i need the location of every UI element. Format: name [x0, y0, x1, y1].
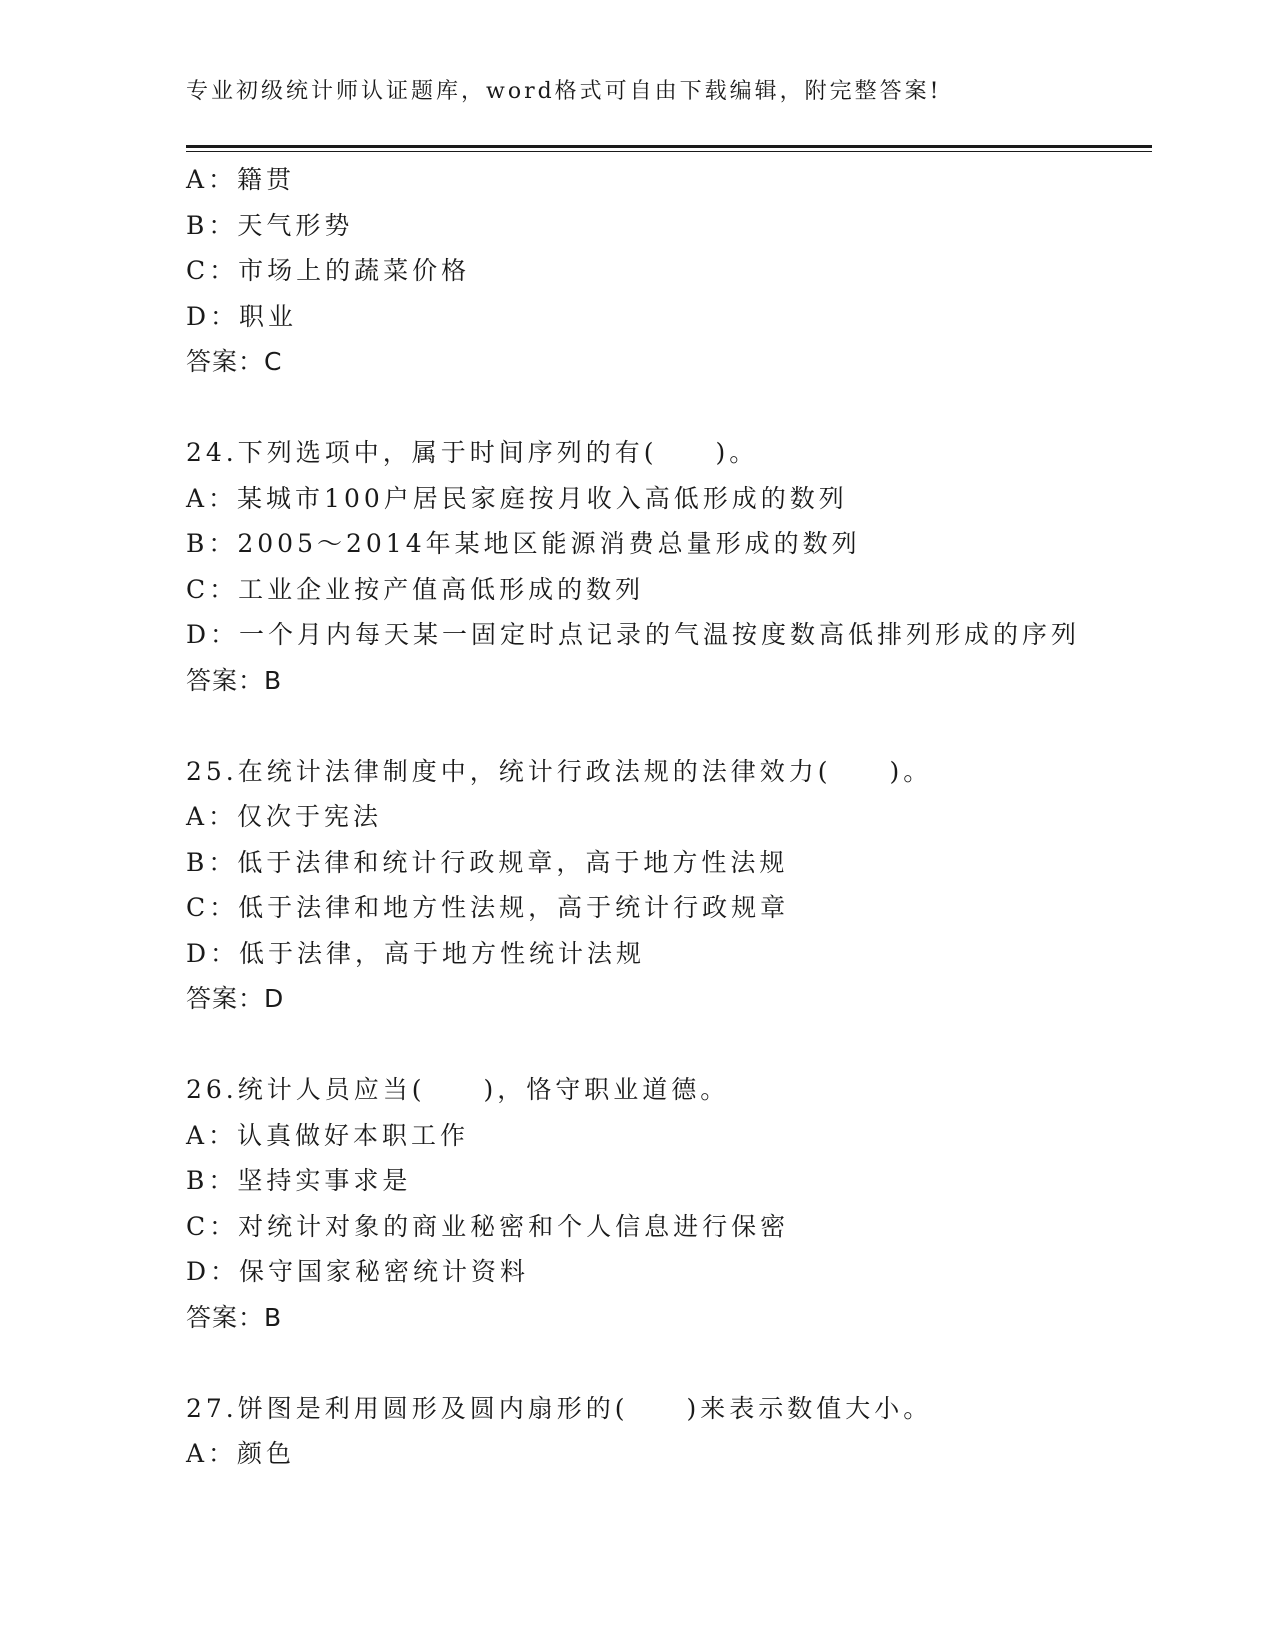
spacer [186, 703, 1152, 749]
option-a: A：认真做好本职工作 [186, 1120, 470, 1150]
question-25 [186, 749, 1152, 1022]
option-b: B：天气形势 [186, 210, 354, 240]
answer-line: 答案：C [186, 347, 283, 376]
question-stem: 26.统计人员应当( )，恪守职业道德。 [186, 1075, 730, 1104]
answer-line: 答案：B [186, 1302, 283, 1332]
option-c: C：对统计对象的商业秘密和个人信息进行保密 [186, 1211, 790, 1241]
spacer [186, 385, 1152, 431]
option-d: D：一个月内每天某一固定时点记录的气温按度数高低排列形成的序列 [186, 620, 1081, 649]
option-d: D：保守国家秘密统计资料 [186, 1257, 530, 1286]
question-24 [186, 430, 1152, 703]
question-stem: 27.饼图是利用圆形及圆内扇形的( )来表示数值大小。 [186, 1393, 933, 1423]
spacer [186, 1022, 1152, 1068]
option-d: D：低于法律，高于地方性统计法规 [186, 938, 646, 968]
header-rule-thick [186, 145, 1152, 148]
question-27 [186, 1386, 1152, 1477]
question-content [186, 157, 1152, 1477]
option-b: B：2005～2014年某地区能源消费总量形成的数列 [186, 529, 861, 558]
option-a: A：某城市100户居民家庭按月收入高低形成的数列 [186, 483, 848, 513]
option-b: B：低于法律和统计行政规章，高于地方性法规 [186, 847, 789, 877]
question-26 [186, 1067, 1152, 1340]
option-c: C：工业企业按产值高低形成的数列 [186, 574, 645, 604]
answer-line: 答案：B [186, 665, 283, 695]
spacer [186, 1340, 1152, 1386]
page-header: 专业初级统计师认证题库，word格式可自由下载编辑，附完整答案! [186, 79, 942, 104]
option-c: C：市场上的蔬菜价格 [186, 256, 471, 285]
option-d: D：职业 [186, 301, 298, 331]
option-c: C：低于法律和地方性法规，高于统计行政规章 [186, 893, 790, 922]
answer-line: 答案：D [186, 984, 285, 1013]
option-a: A：颜色 [186, 1439, 296, 1468]
header-rule-thin [186, 151, 1152, 152]
option-a: A：仅次于宪法 [186, 802, 383, 831]
option-a: A：籍贯 [186, 165, 296, 194]
question-stem: 24.下列选项中，属于时间序列的有( )。 [186, 438, 759, 467]
question-stem: 25.在统计法律制度中，统计行政法规的法律效力( )。 [186, 756, 933, 786]
option-b: B：坚持实事求是 [186, 1166, 412, 1195]
partial-question [186, 157, 1152, 385]
